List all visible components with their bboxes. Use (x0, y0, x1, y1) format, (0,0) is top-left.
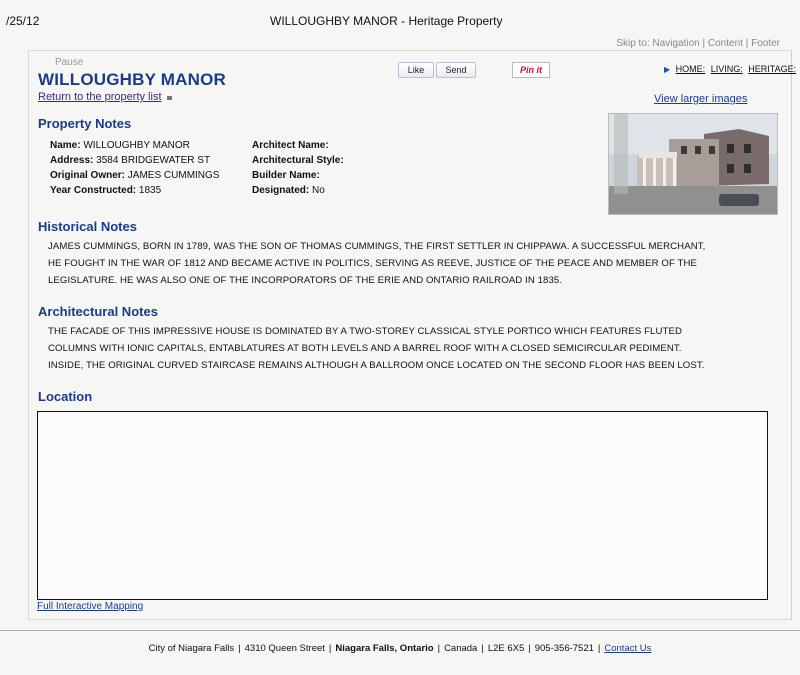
skip-separator: | (702, 38, 706, 49)
style-label: Architectural Style: (252, 155, 344, 166)
designated-label: Designated: (252, 185, 310, 196)
footer-separator: | (437, 643, 441, 654)
pinit-button[interactable]: Pin it (512, 62, 550, 78)
cursor-mark (167, 96, 172, 100)
designated-row (252, 183, 344, 198)
breadcrumb-heritage[interactable]: HERITAGE: (748, 64, 797, 74)
style-row (252, 153, 344, 168)
footer-separator: | (481, 643, 484, 654)
property-photo[interactable] (608, 113, 778, 215)
footer-country: Canada (444, 643, 478, 654)
triangle-right-icon: ▶ (664, 65, 671, 74)
property-details-left (50, 138, 219, 198)
designated-value: No (312, 185, 325, 196)
architectural-line: INSIDE, THE ORIGINAL CURVED STAIRCASE REMAINS ALTHOUGH A BALLROOM ONCE LOCATED ON THE SECOND FLOOR HAS BEEN LOST. (48, 360, 705, 371)
name-row (50, 138, 219, 153)
footer-separator: | (238, 643, 241, 654)
house-photo-icon (609, 114, 777, 214)
skip-label: Skip to: (616, 38, 650, 49)
view-larger-images-link[interactable]: View larger images (654, 93, 748, 105)
historical-notes-heading: Historical Notes (38, 219, 137, 234)
footer (0, 643, 800, 654)
historical-line: JAMES CUMMINGS, BORN IN 1789, WAS THE SON OF THOMAS CUMMINGS, THE FIRST SETTLER IN CHIPPAWA. A SUCCESSFUL MERCHANT, (48, 241, 706, 252)
page-title: WILLOUGHBY MANOR (38, 70, 226, 89)
name-value: WILLOUGHBY MANOR (83, 140, 190, 151)
full-interactive-mapping-link[interactable]: Full Interactive Mapping (37, 601, 144, 612)
breadcrumb-home[interactable]: HOME: (675, 64, 706, 74)
year-value: 1835 (138, 185, 162, 196)
skip-links (616, 38, 780, 49)
architectural-line: THE FACADE OF THIS IMPRESSIVE HOUSE IS DOMINATED BY A TWO-STOREY CLASSICAL STYLE PORTICO WHICH FEATURES FLUTED (48, 326, 682, 337)
address-value: 3584 BRIDGEWATER ST (96, 155, 211, 166)
footer-separator: | (597, 643, 601, 654)
skip-content-link[interactable]: Content (707, 38, 743, 49)
skip-navigation-link[interactable]: Navigation (652, 38, 700, 49)
return-to-list-link[interactable]: Return to the property list (38, 91, 162, 103)
year-row (50, 183, 219, 198)
historical-notes-text (48, 238, 766, 289)
address-label: Address: (50, 155, 94, 166)
breadcrumb-living[interactable]: LIVING: (710, 64, 743, 74)
footer-city: Niagara Falls, Ontario (335, 643, 434, 654)
owner-label: Original Owner: (50, 170, 126, 181)
breadcrumb (664, 64, 799, 74)
like-button[interactable]: Like (398, 62, 434, 78)
year-label: Year Constructed: (50, 185, 137, 196)
builder-row (252, 168, 344, 183)
historical-line: HE FOUGHT IN THE WAR OF 1812 AND BECAME ACTIVE IN POLITICS, SERVING AS REEVE, JUSTICE OF THE PEACE AND MEMBER OF THE (48, 258, 698, 269)
architectural-notes-heading: Architectural Notes (38, 304, 158, 319)
footer-separator: | (528, 643, 531, 654)
footer-postal: L2E 6X5 (487, 643, 525, 654)
footer-phone: 905-356-7521 (534, 643, 594, 654)
owner-value: JAMES CUMMINGS (127, 170, 220, 181)
historical-line: LEGISLATURE. HE WAS ALSO ONE OF THE INCORPORATORS OF THE ERIE AND ONTARIO RAILROAD IN 1835. (48, 275, 563, 286)
contact-us-link[interactable]: Contact Us (604, 643, 652, 654)
footer-separator: | (328, 643, 332, 654)
address-row (50, 153, 219, 168)
property-details-right (252, 138, 344, 198)
architect-row (252, 138, 344, 153)
skip-separator: | (745, 38, 749, 49)
owner-row (50, 168, 219, 183)
footer-org: City of Niagara Falls (148, 643, 235, 654)
property-notes-heading: Property Notes (38, 116, 132, 131)
footer-divider (0, 630, 800, 631)
print-title: WILLOUGHBY MANOR - Heritage Property (270, 14, 503, 28)
location-map[interactable] (37, 411, 768, 600)
pause-button[interactable]: Pause (55, 57, 84, 68)
print-date: /25/12 (6, 14, 40, 28)
builder-label: Builder Name: (252, 170, 320, 181)
send-button[interactable]: Send (436, 62, 476, 78)
architectural-line: COLUMNS WITH IONIC CAPITALS, ENTABLATURES AT BOTH LEVELS AND A BARREL ROOF WITH A CLOSED SEMICIRCULAR PEDIMENT. (48, 343, 682, 354)
footer-street: 4310 Queen Street (244, 643, 325, 654)
skip-footer-link[interactable]: Footer (751, 38, 780, 49)
location-heading: Location (38, 389, 93, 404)
architect-label: Architect Name: (252, 140, 329, 151)
name-label: Name: (50, 140, 81, 151)
architectural-notes-text (48, 323, 766, 374)
